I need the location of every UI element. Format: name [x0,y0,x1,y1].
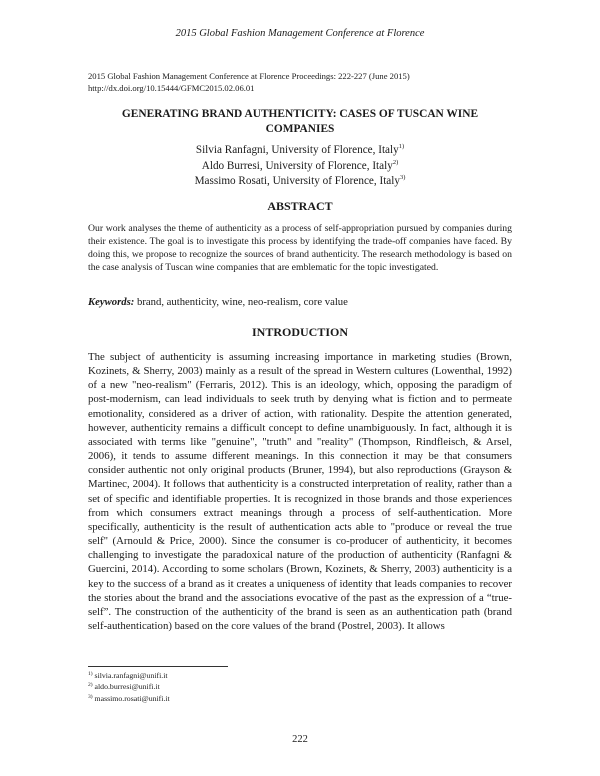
author-2-footnote-mark: 2) [392,158,399,166]
introduction-text: The subject of authenticity is assuming increasing importance in marketing studies (Brown, Kozinets, & Sherry, 2003) mainly as a result of the spread in Western cultures (Lowenthal, 1992) of a new "neo-realism" (Ferraris, 2012). This is an ideology, which, opposing the paradigm of post-modernism, can lead individuals to seek truth by denying what is fiction and to permeate emotionality, considered as a driver of action, with rationality. Despite the attention generated, however, authenticity remains a difficult concept to define unambiguously. In fact, although it is associated with terms like "genuine", "truth" and "reality" (Thompson, Rindfleisch, & Arsel, 2006), it tends to assume different meanings. In this connection it may be that consumers consider authentic not only original products (Bruner, 1994), but also reproductions (Grayson & Martinec, 2004). It follows that authenticity is a constructed interpretation of reality, rather than a set of specific and identifiable properties. It is recognized in those brands and those experiences from which consumers extract meanings through a process of self-authentication. More specifically, authenticity is the result of authentication acts able to "produce or reveal the true self" (Arnould & Price, 2000). Since the consumer is co-producer of authenticity, it becomes challenging to investigate the paradoxical nature of the production of authenticity (Ranfagni & Guercini, 2014). According to some scholars (Brown, Kozinets, & Sherry, 2003) authenticity is a key to the success of a brand as it creates a uniqueness of identity that leads companies to recover the stories about the brand and the associations evocative of the past as the expression of a “true-self”. The construction of the authenticity of the brand is seen as an authentication path (brand self-authentication) based on the core values of the brand (Postrel, 2003). It allows [88,351,512,632]
footnote-3 [88,693,388,704]
paper-title: GENERATING BRAND AUTHENTICITY: CASES OF TUSCAN WINE COMPANIES [121,108,479,135]
footnote-1-email: silvia.ranfagni@unifi.it [92,671,168,680]
footnote-2-mark: 2) [88,682,93,689]
author-list [88,143,512,190]
footnote-3-mark: 3) [88,693,93,700]
author-3-affiliation: Massimo Rosati, University of Florence, Italy [194,175,400,187]
author-2-affiliation: Aldo Burresi, University of Florence, Italy [201,159,393,172]
keywords-list: brand, authenticity, wine, neo-realism, core value [134,296,348,308]
footnote-1-mark: 1) [88,671,93,677]
footnote-2-email: aldo.burresi@unifi.it [92,682,160,692]
proceedings-info [88,71,518,94]
keywords [88,296,512,308]
author-1-affiliation: Silvia Ranfagni, University of Florence, Italy [195,144,399,156]
author-3 [88,174,512,190]
footnotes [88,670,388,704]
author-3-footnote-mark: 3) [399,174,406,181]
page-number: 222 [292,734,308,745]
running-head: 2015 Global Fashion Management Conference at Florence [175,28,425,39]
proceedings-citation: 2015 Global Fashion Management Conference at Florence Proceedings: 222-227 (June 2015) [88,71,410,81]
author-1-footnote-mark: 1) [398,143,405,150]
keywords-label: Keywords: [88,296,135,308]
author-2 [88,159,512,175]
abstract-text: Our work analyses the theme of authenticity as a process of self-appropriation pursued by companies during their existence. The goal is to investigate this process by identifying the trade-off companies have faced. By doing this, we propose to recognize the sources of brand authenticity. The research methodology is based on the case analysis of Tuscan wine companies that are emblematic for the topic investigated. [88,223,512,274]
doi-link[interactable]: http://dx.doi.org/10.15444/GFMC2015.02.06.01 [88,82,255,93]
footnote-1 [88,670,388,681]
introduction-heading: INTRODUCTION [251,325,348,339]
footnote-3-email: massimo.rosati@unifi.it [92,693,170,703]
author-1 [88,143,512,159]
abstract-heading: ABSTRACT [267,199,333,213]
footnote-2 [88,681,388,692]
footnote-divider [88,666,228,667]
